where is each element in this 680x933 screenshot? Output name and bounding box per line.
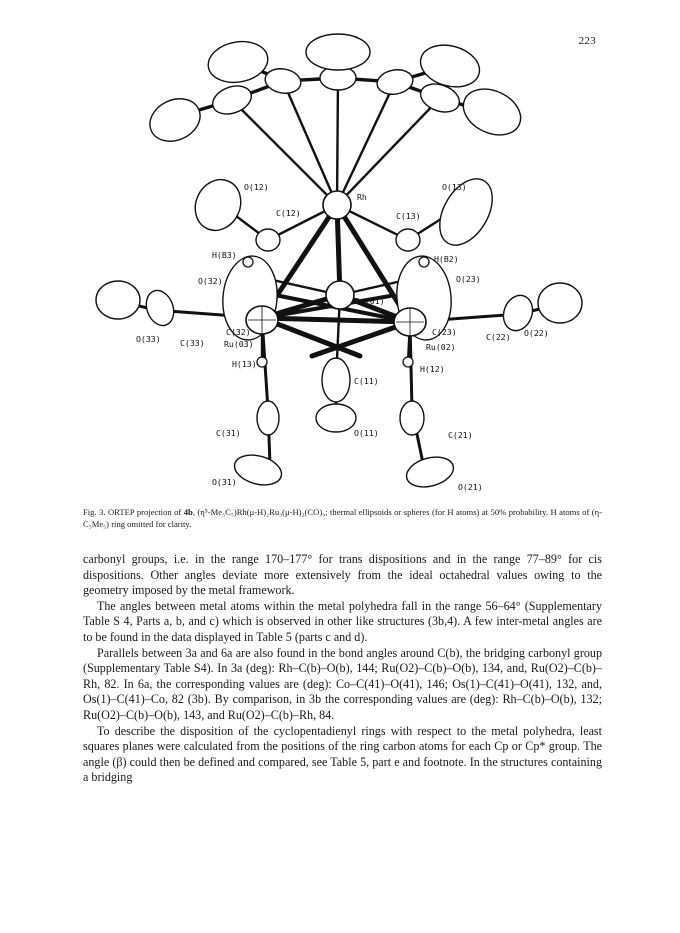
label-c31: C(31) [216,428,241,438]
label-c23: C(23) [432,327,457,337]
label-c32: C(32) [226,327,251,337]
label-h13: H(13) [232,359,257,369]
label-c33: C(33) [180,338,205,348]
label-o13: O(13) [442,182,467,192]
label-ru03: Ru(03) [224,339,254,349]
label-c22: C(22) [486,332,511,342]
paragraph-3: Parallels between 3a and 6a are also found in the bond angles around C(b), the bridging carbonyl group (Supplementary Table S4). In 3a (deg): Rh–C(b)–O(b), 144; Ru(O2)–C(b)–O(b), 134, and, Ru(O2)–C(b)–Rh, 82. In 6a, the corresponding values are (deg): Co–C(41)–O(41), 146; Os(1)–C(41)–O(41), 132, and, Os(1)–C(41)–Co, 82 (3b). By comparison, in 3b the corresponding values are (deg): Rh–C(b)–O(b), 132; Ru(O2)–C(b)–O(b), 143, and Ru(O2)–C(b)–Rh, 84. [83,645,602,722]
label-c12: C(12) [276,208,301,218]
paragraph-1: carbonyl groups, i.e. in the range 170–177° for trans dispositions and in the range 77–89° for cis dispositions. Other angles deviate more extensively from the ideal octahedral values owing to the geometry imposed by the metal framework. [83,552,602,598]
paragraph-4: To describe the disposition of the cyclopentadienyl rings with respect to the metal polyhedra, least squares planes were calculated from the positions of the ring carbon atoms for each Cp or Cp* group. The angle (β) could then be defined and compared, see Table 5, part e and footnote. In the structures containing a bridging [83,723,602,785]
label-hb3: H(B3) [212,250,237,260]
label-o31: O(31) [212,477,237,487]
label-o21: O(21) [458,482,483,492]
caption-formula: , (η⁵-Me₅C₅)Rh(μ-H)₂Ru₃(μ-H)₂(CO)₉; thermal ellipsoids or spheres (for H atoms) at 50% probability. H atoms of (η-C₅Me₅) ring omitted for clarity. [83,507,602,529]
label-o32: O(32) [198,276,223,286]
label-o33: O(33) [136,334,161,344]
label-rh: Rh [357,192,367,202]
label-hb2: H(B2) [434,254,459,264]
paragraph-2: The angles between metal atoms within the metal polyhedra fall in the range 56–64° (Supplementary Table S 4, Parts a, b, and c) which is observed in other like structures (3b,4). A few inter-metal angles are to be found in the data displayed in Table 5 (parts c and d). [83,598,602,644]
label-h12: H(12) [420,364,445,374]
caption-prefix: Fig. 3. ORTEP projection of [83,507,184,517]
label-c11: C(11) [354,376,379,386]
label-c13: C(13) [396,211,421,221]
label-o11: O(11) [354,428,379,438]
page-number: 223 [578,35,596,47]
label-o12: O(12) [244,182,269,192]
caption-compound: 4b [183,507,193,517]
label-ru02: Ru(02) [426,342,456,352]
label-c21: C(21) [448,430,473,440]
body-text [83,552,602,786]
figure-caption [83,506,602,530]
label-ru01: Ru(01) [355,296,385,306]
label-o23: O(23) [456,274,481,284]
label-o22: O(22) [524,328,549,338]
